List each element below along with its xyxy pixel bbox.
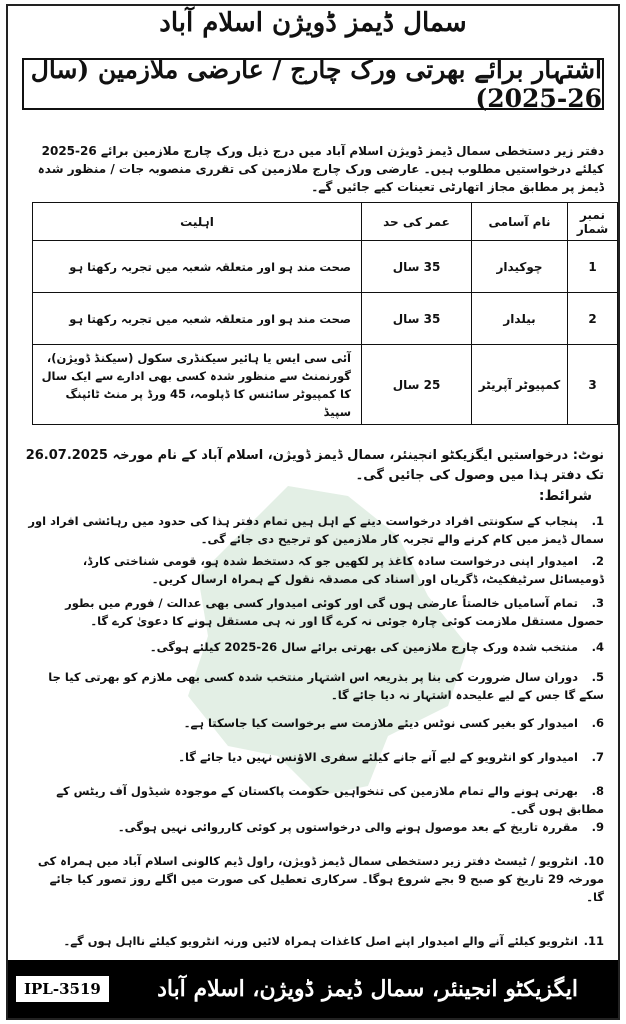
condition-item: 5.دوران سال ضرورت کی بنا پر بذریعہ اس اشتہار منتخب شدہ کسی بھی ملازم کو بھرتی کیا جا سکے گا جس کے لیے علیحدہ اشتہار نہ دیا جائے گا۔ — [48, 670, 604, 702]
cell-post: بیلدار — [472, 293, 568, 345]
condition-item: 11.انٹرویو کیلئے آنے والے امیدوار اپنے اصل کاغذات ہمراہ لائیں ورنہ انٹرویو کیلئے نااہل ہوں گے۔ — [63, 934, 604, 948]
cell-age: 35 سال — [362, 293, 472, 345]
advertisement-page — [6, 4, 620, 1020]
cell-qualification: آئی سی ایس یا ہائیر سیکنڈری سکول (سیکنڈ ڈویژن)، گورنمنٹ سے منظور شدہ کسی بھی ادارے سے ایک سال کا کمپیوٹر سائنس کا ڈپلومہ، 45 ورڈ پر منٹ ٹائپنگ سپیڈ — [33, 345, 362, 425]
table-header-row — [33, 203, 618, 241]
header-serial: نمبر شمار — [568, 203, 618, 241]
submission-note: نوٹ: درخواستیں ایگزیکٹو انجینئر، سمال ڈیمز ڈویژن، اسلام آباد کے نام مورخہ 26.07.2025 تک دفتر ہذا میں وصول کی جائیں گی۔ — [25, 448, 604, 483]
table-row — [33, 241, 618, 293]
condition-item: 2.امیدوار اپنی درخواست سادہ کاغذ پر لکھیں جو کہ دستخط شدہ ہو، قومی شناختی کارڈ، ڈومیسائل سرٹیفکیٹ، ڈگریاں اور اسناد کی مصدقہ نقول کے ہمراہ ارسال کریں۔ — [82, 554, 604, 586]
cell-age: 35 سال — [362, 241, 472, 293]
jobs-table — [32, 202, 618, 425]
cell-post: چوکیدار — [472, 241, 568, 293]
cell-age: 25 سال — [362, 345, 472, 425]
cell-serial: 2 — [568, 293, 618, 345]
office-title: سمال ڈیمز ڈویژن اسلام آباد — [159, 8, 467, 38]
condition-item: 6.امیدوار کو بغیر کسی نوٹس دیئے ملازمت سے برخواست کیا جاسکتا ہے۔ — [183, 716, 604, 730]
conditions-heading: شرائط: — [538, 488, 592, 504]
condition-item: 4.منتخب شدہ ورک چارج ملازمین کی بھرتی برائے سال 26-2025 کیلئے ہوگی۔ — [149, 640, 604, 654]
condition-item: 1.پنجاب کے سکونتی افراد درخواست دینے کے اہل ہیں تمام دفتر ہذا کی حدود میں رہائشی افراد اور سمال ڈیمز میں کام کرنے والے تجربہ کار ملازمین کو ترجیح دی جائے گی۔ — [28, 514, 604, 546]
table-row — [33, 345, 618, 425]
condition-item: 10.انٹرویو / ٹیسٹ دفتر زیر دستخطی سمال ڈیمز ڈویژن، راول ڈیم کالونی اسلام آباد میں ہمراہ کی مورخہ 29 تاریخ کو صبح 9 بجے شروع ہوگا۔ سرکاری تعطیل کی صورت میں اگلے روز تصور کیا جائے گا۔ — [37, 854, 604, 904]
header-age: عمر کی حد — [362, 203, 472, 241]
table-row — [33, 293, 618, 345]
cell-serial: 3 — [568, 345, 618, 425]
condition-item: 8.بھرتی ہونے والے تمام ملازمین کی تنخواہیں حکومت پاکستان کے موجودہ شیڈول آف ریٹس کے مطابق ہوں گی۔ — [56, 784, 604, 816]
advertisement-code: IPL-3519 — [16, 976, 109, 1002]
condition-item: 7.امیدوار کو انٹرویو کے لیے آنے جانے کیلئے سفری الاؤنس نہیں دیا جائے گا۔ — [178, 750, 604, 764]
advertisement-banner — [22, 55, 604, 113]
header-qualification: اہلیت — [33, 203, 362, 241]
cell-post: کمپیوٹر آپریٹر — [472, 345, 568, 425]
footer-bar — [8, 960, 618, 1018]
condition-item: 3.تمام آسامیاں خالصتاً عارضی ہوں گی اور کوئی امیدوار کسی بھی عدالت / فورم میں بطور حصول مستقل ملازمت کوئی چارہ جوئی نہ کرے گا اور نہ ہی مستقل ہونے کا دعویٰ کرے گا۔ — [65, 596, 604, 628]
signature-designation: ایگزیکٹو انجینئر، سمال ڈیمز ڈویژن، اسلام آباد — [157, 976, 578, 1002]
header-post: نام آسامی — [472, 203, 568, 241]
cell-qualification: صحت مند ہو اور متعلقہ شعبہ میں تجربہ رکھتا ہو — [33, 293, 362, 345]
condition-item: 9.مقررہ تاریخ کے بعد موصول ہونے والی درخواستوں پر کوئی کارروائی نہیں ہوگی۔ — [117, 820, 604, 834]
banner-title: اشتہار برائے بھرتی ورک چارج / عارضی ملازمین (سال 26-2025) — [30, 55, 602, 113]
cell-qualification: صحت مند ہو اور متعلقہ شعبہ میں تجربہ رکھتا ہو — [33, 241, 362, 293]
cell-serial: 1 — [568, 241, 618, 293]
intro-paragraph: دفتر زیر دستخطی سمال ڈیمز ڈویژن اسلام آباد میں درج ذیل ورک چارج ملازمین برائے 26-2025 کیلئے درخواستیں مطلوب ہیں۔ عارضی ورک چارج ملازمین کی تقرری منصوبہ جات / منظور شدہ ڈیمز پر مطابق مجاز اتھارٹی تعینات کیے جائیں گے۔ — [37, 144, 604, 194]
